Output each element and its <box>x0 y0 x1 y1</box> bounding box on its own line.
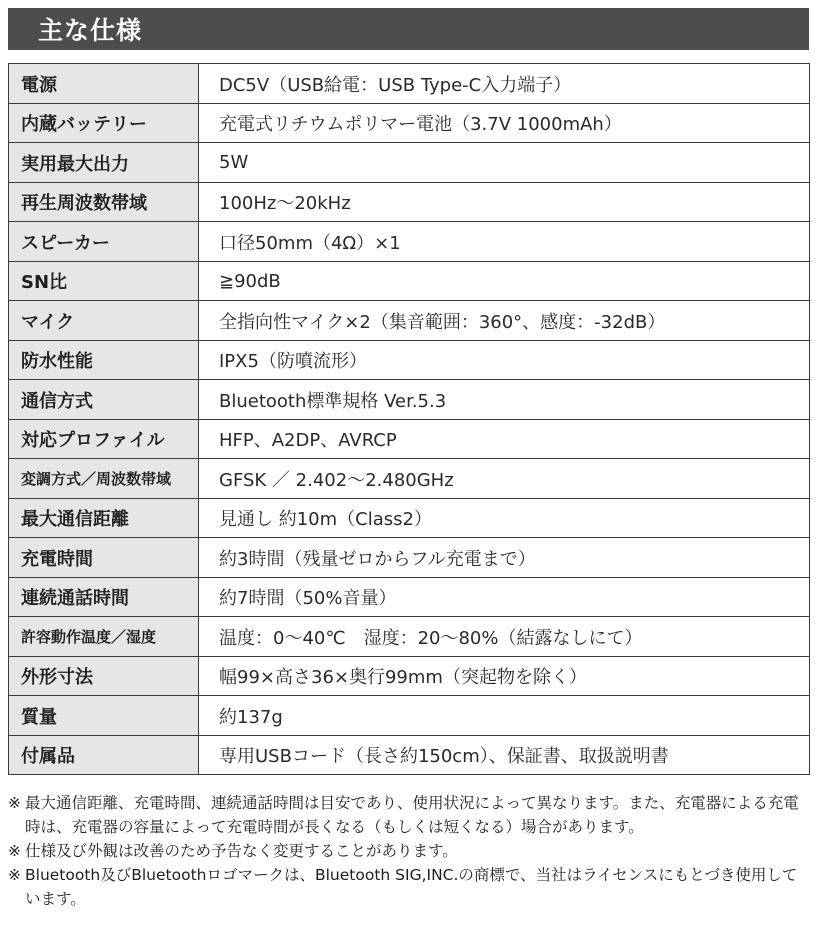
footnote <box>8 791 810 839</box>
spec-value: 幅99×高さ36×奥行99mm（突起物を除く） <box>199 657 810 696</box>
table-row <box>9 499 810 538</box>
spec-label: 通信方式 <box>9 380 199 420</box>
footnote-text: Bluetooth及びBluetoothロゴマークは、Bluetooth SIG,INC.の商標で、当社はライセンスにもとづき使用しています。 <box>25 866 798 908</box>
spec-label: 防水性能 <box>9 341 199 380</box>
table-row <box>9 578 810 617</box>
spec-value: 温度：0〜40℃ 湿度：20〜80%（結露なしにて） <box>199 617 810 657</box>
spec-value: 約137g <box>199 696 810 736</box>
spec-value: 口径50mm（4Ω）×1 <box>199 222 810 262</box>
spec-value: DC5V（USB給電：USB Type-C入力端子） <box>199 64 810 104</box>
table-row <box>9 420 810 459</box>
section-title: 主な仕様 <box>38 16 143 45</box>
table-row <box>9 301 810 341</box>
section-header <box>8 8 809 50</box>
table-row <box>9 262 810 301</box>
spec-label: 電源 <box>9 64 199 104</box>
spec-value: ≧90dB <box>199 262 810 301</box>
table-row <box>9 657 810 696</box>
spec-value: 見通し 約10m（Class2） <box>199 499 810 538</box>
spec-label: 充電時間 <box>9 538 199 578</box>
spec-label: 内蔵バッテリー <box>9 104 199 143</box>
spec-label: 対応プロファイル <box>9 420 199 459</box>
table-row <box>9 341 810 380</box>
footnote <box>8 863 810 911</box>
table-row <box>9 222 810 262</box>
table-row <box>9 64 810 104</box>
spec-label: 連続通話時間 <box>9 578 199 617</box>
note-mark: ※ <box>8 794 21 812</box>
spec-label: 許容動作温度／湿度 <box>9 617 199 657</box>
table-row <box>9 183 810 222</box>
note-mark: ※ <box>8 842 21 860</box>
table-row <box>9 459 810 499</box>
spec-value: 約7時間（50%音量） <box>199 578 810 617</box>
footnote-text: 仕様及び外観は改善のため予告なく変更することがあります。 <box>25 842 458 860</box>
spec-value: 5W <box>199 143 810 183</box>
spec-value: 専用USBコード（長さ約150cm）、保証書、取扱説明書 <box>199 736 810 775</box>
spec-value: 約3時間（残量ゼロからフル充電まで） <box>199 538 810 578</box>
table-row <box>9 143 810 183</box>
note-mark: ※ <box>8 866 21 884</box>
spec-label: 再生周波数帯域 <box>9 183 199 222</box>
footnotes <box>8 791 810 911</box>
spec-label: 外形寸法 <box>9 657 199 696</box>
spec-label: 付属品 <box>9 736 199 775</box>
table-row <box>9 538 810 578</box>
table-row <box>9 380 810 420</box>
spec-label: SN比 <box>9 262 199 301</box>
spec-value: 100Hz〜20kHz <box>199 183 810 222</box>
spec-label: 実用最大出力 <box>9 143 199 183</box>
spec-value: Bluetooth標準規格 Ver.5.3 <box>199 380 810 420</box>
spec-value: HFP、A2DP、AVRCP <box>199 420 810 459</box>
table-row <box>9 104 810 143</box>
table-row <box>9 617 810 657</box>
footnote-text: 最大通信距離、充電時間、連続通話時間は目安であり、使用状況によって異なります。また、充電器による充電時は、充電器の容量によって充電時間が長くなる（もしくは短くなる）場合があります。 <box>25 794 799 836</box>
spec-label: 最大通信距離 <box>9 499 199 538</box>
spec-value: 全指向性マイク×2（集音範囲：360°、感度：-32dB） <box>199 301 810 341</box>
spec-label: 質量 <box>9 696 199 736</box>
spec-label: スピーカー <box>9 222 199 262</box>
table-row <box>9 696 810 736</box>
spec-value: GFSK ／ 2.402〜2.480GHz <box>199 459 810 499</box>
spec-label: マイク <box>9 301 199 341</box>
spec-label: 変調方式／周波数帯域 <box>9 459 199 499</box>
spec-value: IPX5（防噴流形） <box>199 341 810 380</box>
footnote <box>8 839 810 863</box>
spec-table <box>8 63 810 775</box>
spec-value: 充電式リチウムポリマー電池（3.7V 1000mAh） <box>199 104 810 143</box>
table-row <box>9 736 810 775</box>
